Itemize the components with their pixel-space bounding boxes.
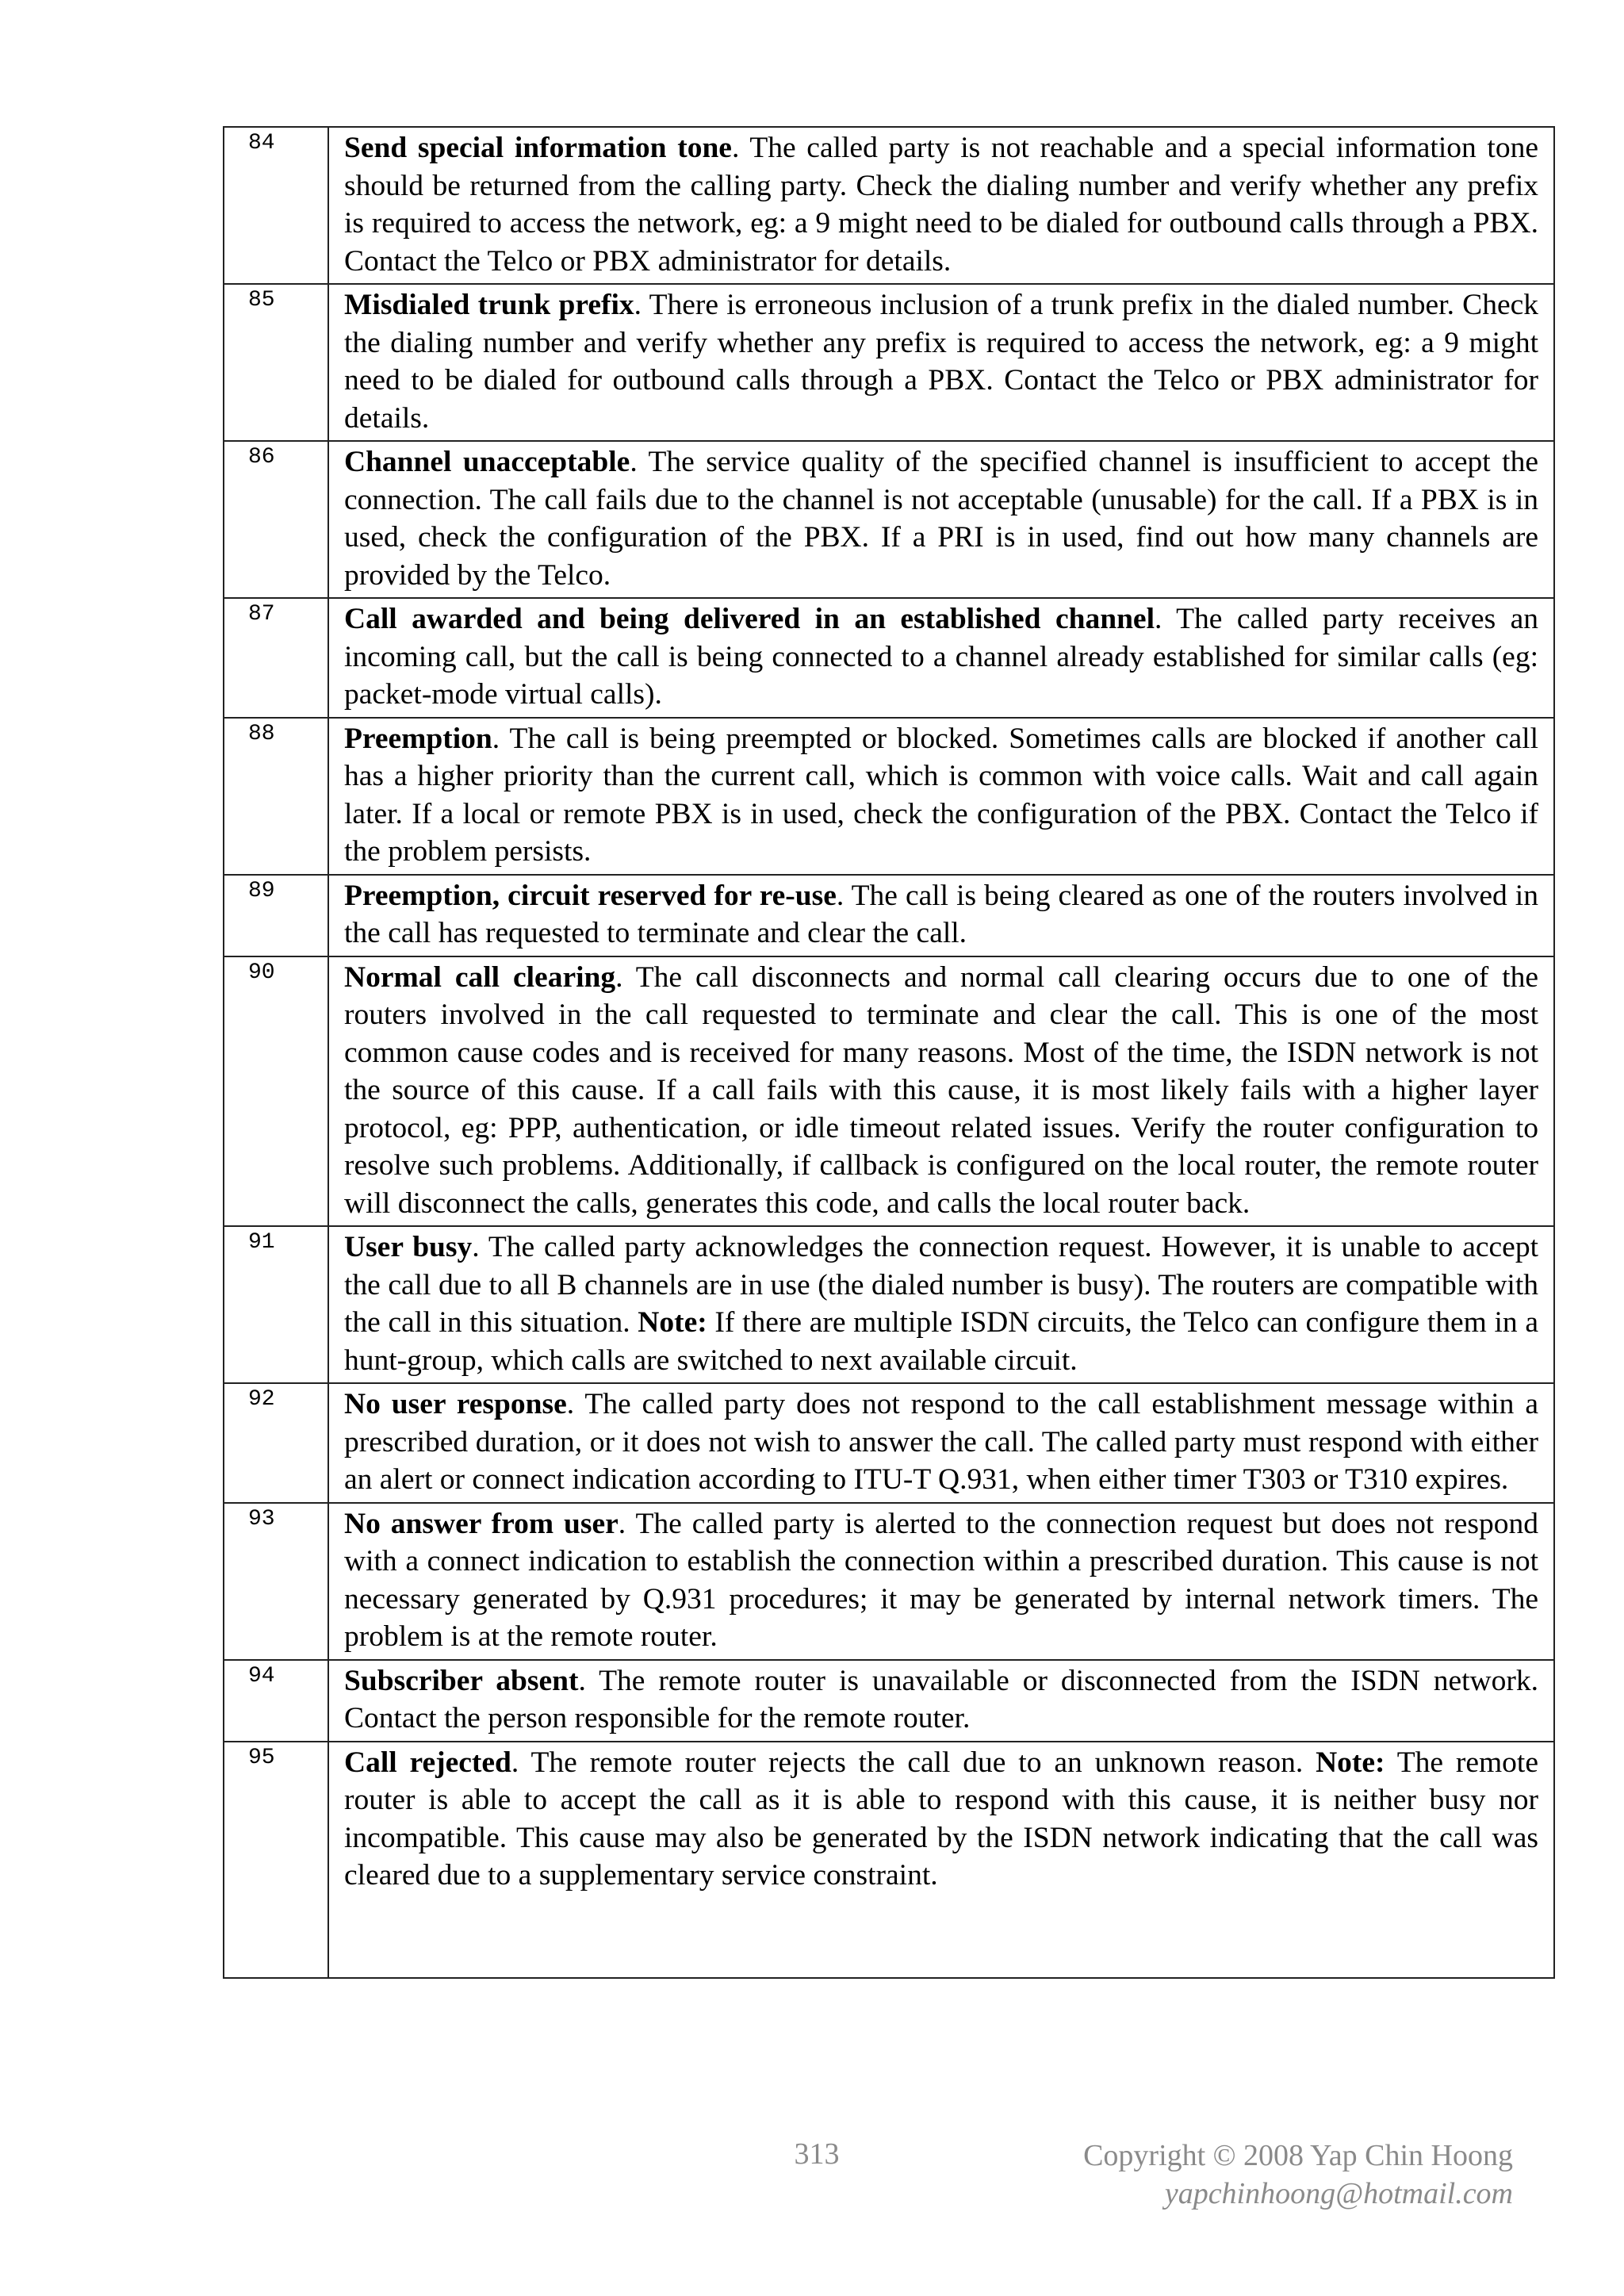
cause-code: 88 [224,718,328,875]
table-row [224,284,1554,441]
table-row [224,1226,1554,1383]
table-row [224,598,1554,718]
cause-title: Preemption [344,722,492,755]
cause-description [328,718,1554,875]
cause-description [328,956,1554,1227]
cause-title: Preemption, circuit reserved for re-use [344,879,837,912]
cause-title: No answer from user [344,1507,619,1540]
table-row [224,956,1554,1227]
cause-description [328,1226,1554,1383]
page-number: 313 [794,2137,840,2171]
cause-title: Channel unacceptable [344,446,630,478]
cause-text: . The called party acknowledges the connection request. However, it is unable to accept the call due to all B channels are in use (the dialed number is busy). The routers are compatible with the call in this situation. [344,1231,1538,1339]
cause-title: User busy [344,1231,473,1263]
copyright-notice: Copyright © 2008 Yap Chin Hoong [1083,2139,1513,2172]
cause-text: . There is erroneous inclusion of a trunk prefix in the dialed number. Check the dialing number and verify whether any prefix is required to access the network, eg: a 9 might need to be dialed for outbound calls through a PBX. Contact the Telco or PBX administrator for details. [344,289,1538,435]
table-row [224,875,1554,956]
table-row [224,1503,1554,1660]
cause-code: 92 [224,1383,328,1503]
cause-title: Send special information tone [344,132,732,164]
cause-code: 87 [224,598,328,718]
note-label: Note: [1316,1746,1385,1779]
author-email: yapchinhoong@hotmail.com [1164,2177,1513,2210]
cause-description [328,441,1554,598]
cause-text: . The remote router is unavailable or disconnected from the ISDN network. Contact the person responsible for the remote router. [344,1664,1538,1734]
cause-description [328,1660,1554,1742]
cause-title: No user response [344,1388,567,1420]
cause-text: . The called party does not respond to the call establishment message within a prescribed duration, or it does not wish to answer the call. The called party must respond with either an alert or connect indication according to ITU-T Q.931, when either timer T303 or T310 expires. [344,1388,1538,1496]
cause-code: 85 [224,284,328,441]
isdn-cause-code-table [223,126,1555,1979]
cause-code: 93 [224,1503,328,1660]
cause-title: Subscriber absent [344,1664,579,1697]
cause-code: 86 [224,441,328,598]
note-label: Note: [638,1306,707,1339]
cause-code: 94 [224,1660,328,1742]
table-row [224,718,1554,875]
cause-code: 90 [224,956,328,1227]
cause-code: 91 [224,1226,328,1383]
cause-text: . The service quality of the specified channel is insufficient to accept the connection. The call fails due to the channel is not acceptable (unusable) for the call. If a PBX is in used, check the configuration of the PBX. If a PRI is in used, find out how many channels are provided by the Telco. [344,446,1538,592]
note-text: The remote router is able to accept the call as it is able to respond with this cause, it is neither busy nor incompatible. This cause may also be generated by the ISDN network indicating that the call was cleared due to a supplementary service constraint. [344,1746,1538,1892]
cause-text: . The call is being cleared as one of the routers involved in the call has requested to terminate and clear the call. [344,879,1538,949]
cause-text: . The called party receives an incoming call, but the call is being connected to a channel already established for similar calls (eg: packet-mode virtual calls). [344,603,1538,711]
table-row [224,1742,1554,1978]
cause-description [328,1503,1554,1660]
table-row [224,1383,1554,1503]
cause-title: Call awarded and being delivered in an established channel [344,603,1155,635]
cause-description [328,1383,1554,1503]
cause-text: . The called party is not reachable and a special information tone should be returned from the calling party. Check the dialing number and verify whether any prefix is required to access the network, eg: a 9 might need to be dialed for outbound calls through a PBX. Contact the Telco or PBX administrator for details. [344,132,1538,278]
table-row [224,441,1554,598]
cause-text: . The call is being preempted or blocked. Sometimes calls are blocked if another call has a higher priority than the current call, which is common with voice calls. Wait and call again later. If a local or remote PBX is in used, check the configuration of the PBX. Contact the Telco if the problem persists. [344,722,1538,868]
cause-description [328,598,1554,718]
cause-description [328,875,1554,956]
cause-description [328,127,1554,284]
cause-title: Misdialed trunk prefix [344,289,634,321]
cause-text: . The remote router rejects the call due to an unknown reason. [511,1746,1316,1779]
cause-description [328,284,1554,441]
cause-text: . The call disconnects and normal call clearing occurs due to one of the routers involved in the call requested to terminate and clear the call. This is one of the most common cause codes and is received for many reasons. Most of the time, the ISDN network is not the source of this cause. If a call fails with this cause, it is most likely fails with a higher layer protocol, eg: PPP, authentication, or idle timeout related issues. Verify the router configuration to resolve such problems. Additionally, if callback is configured on the local router, the remote router will disconnect the calls, generates this code, and calls the local router back. [344,960,1538,1220]
cause-code: 95 [224,1742,328,1978]
table-row [224,1660,1554,1742]
cause-title: Normal call clearing [344,960,616,994]
cause-code: 84 [224,127,328,284]
table-row [224,127,1554,284]
cause-title: Call rejected [344,1746,511,1779]
cause-code: 89 [224,875,328,956]
cause-text: . The called party is alerted to the connection request but does not respond with a connect indication to establish the connection within a prescribed duration. This cause is not necessary generated by Q.931 procedures; it may be generated by internal network timers. The problem is at the remote router. [344,1507,1538,1653]
note-text: If there are multiple ISDN circuits, the Telco can configure them in a hunt-group, which calls are switched to next available circuit. [344,1306,1538,1377]
cause-description [328,1742,1554,1978]
